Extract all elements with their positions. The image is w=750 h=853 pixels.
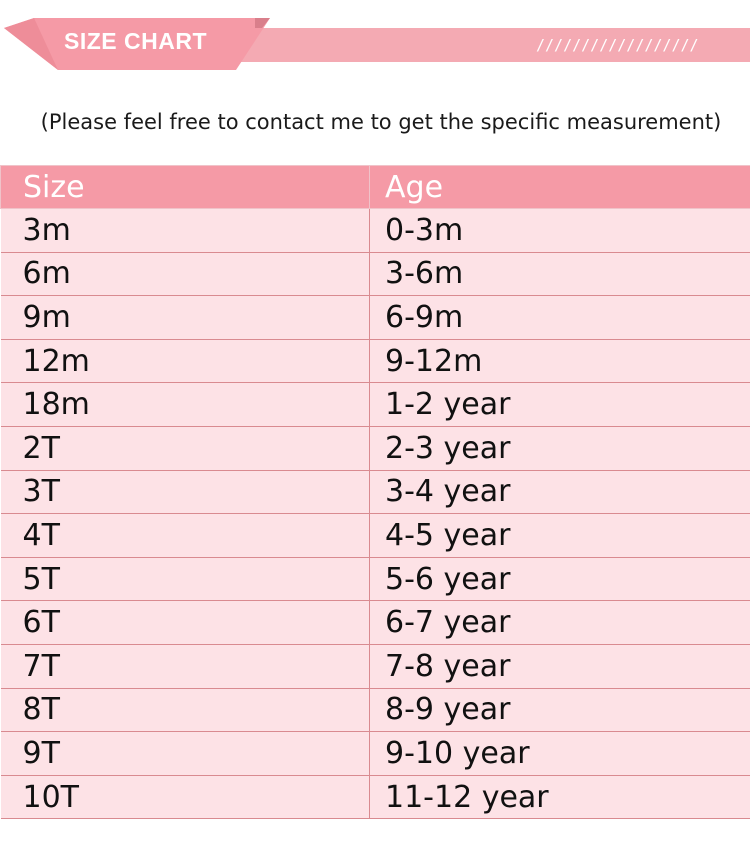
size-cell: 5T xyxy=(1,557,370,601)
size-cell: 9T xyxy=(1,732,370,776)
size-cell: 2T xyxy=(1,426,370,470)
table-row xyxy=(1,252,750,296)
banner-title: SIZE CHART xyxy=(64,28,207,54)
age-cell: 5-6 year xyxy=(370,557,750,601)
header-size: Size xyxy=(1,166,370,209)
table-row xyxy=(1,775,750,819)
table-row xyxy=(1,601,750,645)
age-cell: 3-6m xyxy=(370,252,750,296)
age-cell: 9-12m xyxy=(370,339,750,383)
table-row xyxy=(1,339,750,383)
age-cell: 4-5 year xyxy=(370,514,750,558)
size-cell: 3T xyxy=(1,470,370,514)
size-cell: 8T xyxy=(1,688,370,732)
age-cell: 3-4 year xyxy=(370,470,750,514)
size-cell: 4T xyxy=(1,514,370,558)
table-row xyxy=(1,557,750,601)
table-row xyxy=(1,296,750,340)
age-cell: 1-2 year xyxy=(370,383,750,427)
age-cell: 7-8 year xyxy=(370,644,750,688)
age-cell: 6-9m xyxy=(370,296,750,340)
age-cell: 0-3m xyxy=(370,209,750,253)
table-header-row xyxy=(1,166,750,209)
size-cell: 7T xyxy=(1,644,370,688)
size-cell: 6T xyxy=(1,601,370,645)
size-cell: 18m xyxy=(1,383,370,427)
table-row xyxy=(1,514,750,558)
size-cell: 12m xyxy=(1,339,370,383)
size-chart-banner xyxy=(0,0,750,80)
header-age: Age xyxy=(370,166,750,209)
table-row xyxy=(1,470,750,514)
contact-note: (Please feel free to contact me to get the specific measurement) xyxy=(40,110,722,134)
table-row xyxy=(1,644,750,688)
age-cell: 11-12 year xyxy=(370,775,750,819)
size-cell: 6m xyxy=(1,252,370,296)
banner-stripes: ////////////////// xyxy=(536,36,699,54)
size-cell: 3m xyxy=(1,209,370,253)
age-cell: 8-9 year xyxy=(370,688,750,732)
age-cell: 9-10 year xyxy=(370,732,750,776)
size-cell: 9m xyxy=(1,296,370,340)
size-age-table xyxy=(0,165,750,819)
table-row xyxy=(1,688,750,732)
table-row xyxy=(1,426,750,470)
table-row xyxy=(1,732,750,776)
table-row xyxy=(1,209,750,253)
size-cell: 10T xyxy=(1,775,370,819)
table-row xyxy=(1,383,750,427)
age-cell: 6-7 year xyxy=(370,601,750,645)
age-cell: 2-3 year xyxy=(370,426,750,470)
